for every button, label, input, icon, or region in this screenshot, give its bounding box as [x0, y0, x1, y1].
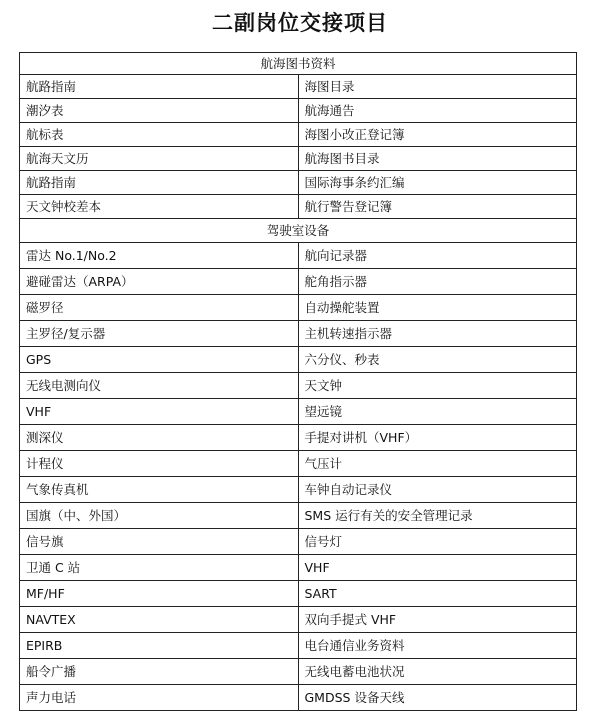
table-cell: 六分仪、秒表: [298, 347, 577, 373]
table-row: [20, 269, 577, 295]
table-cell: 信号灯: [298, 529, 577, 555]
section-header-row: [20, 53, 577, 75]
table-row: [20, 399, 577, 425]
table-cell: 航海图书目录: [298, 147, 577, 171]
table-row: [20, 147, 577, 171]
table-cell: 天文钟校差本: [20, 195, 299, 219]
table-row: [20, 347, 577, 373]
table-cell: 航海天文历: [20, 147, 299, 171]
handover-items-table: [19, 52, 577, 711]
table-cell: 声力电话: [20, 685, 299, 711]
table-row: [20, 607, 577, 633]
table-cell: 气压计: [298, 451, 577, 477]
table-cell: 雷达 No.1/No.2: [20, 243, 299, 269]
table-cell: 舵角指示器: [298, 269, 577, 295]
table-row: [20, 503, 577, 529]
table-cell: 海图小改正登记簿: [298, 123, 577, 147]
table-row: [20, 123, 577, 147]
table-row: [20, 373, 577, 399]
table-cell: 气象传真机: [20, 477, 299, 503]
table-cell: SMS 运行有关的安全管理记录: [298, 503, 577, 529]
section-header-row: [20, 219, 577, 243]
table-cell: VHF: [298, 555, 577, 581]
table-row: [20, 99, 577, 123]
table-cell: 双向手提式 VHF: [298, 607, 577, 633]
table-cell: MF/HF: [20, 581, 299, 607]
table-cell: 车钟自动记录仪: [298, 477, 577, 503]
table-row: [20, 295, 577, 321]
table-cell: 国际海事条约汇编: [298, 171, 577, 195]
table-cell: 主罗径/复示器: [20, 321, 299, 347]
table-cell: 避碰雷达（ARPA）: [20, 269, 299, 295]
table-cell: 望远镜: [298, 399, 577, 425]
table-cell: 磁罗径: [20, 295, 299, 321]
document-title: 二副岗位交接项目: [212, 11, 388, 35]
table-cell: 无线电测向仪: [20, 373, 299, 399]
table-cell: 船令广播: [20, 659, 299, 685]
table-cell: 潮汐表: [20, 99, 299, 123]
table-row: [20, 425, 577, 451]
table-cell: VHF: [20, 399, 299, 425]
table-cell: 国旗（中、外国）: [20, 503, 299, 529]
table-cell: 航海通告: [298, 99, 577, 123]
table-row: [20, 659, 577, 685]
table-row: [20, 171, 577, 195]
table-cell: 航路指南: [20, 171, 299, 195]
table-row: [20, 195, 577, 219]
table-cell: GMDSS 设备天线: [298, 685, 577, 711]
table-cell: 无线电蓄电池状况: [298, 659, 577, 685]
table-cell: 航标表: [20, 123, 299, 147]
table-cell: 主机转速指示器: [298, 321, 577, 347]
table-cell: 海图目录: [298, 75, 577, 99]
table-row: [20, 75, 577, 99]
table-cell: 信号旗: [20, 529, 299, 555]
table-cell: NAVTEX: [20, 607, 299, 633]
section-header: 驾驶室设备: [20, 219, 577, 243]
table-cell: 卫通 C 站: [20, 555, 299, 581]
table-cell: 电台通信业务资料: [298, 633, 577, 659]
table-cell: GPS: [20, 347, 299, 373]
table-cell: 测深仪: [20, 425, 299, 451]
table-cell: EPIRB: [20, 633, 299, 659]
table-row: [20, 555, 577, 581]
table-cell: SART: [298, 581, 577, 607]
table-row: [20, 477, 577, 503]
table-row: [20, 321, 577, 347]
table-row: [20, 451, 577, 477]
table-cell: 航向记录器: [298, 243, 577, 269]
table-row: [20, 529, 577, 555]
table-cell: 手提对讲机（VHF）: [298, 425, 577, 451]
table-row: [20, 633, 577, 659]
table-cell: 天文钟: [298, 373, 577, 399]
table-cell: 计程仪: [20, 451, 299, 477]
table-row: [20, 581, 577, 607]
table-row: [20, 243, 577, 269]
section-header: 航海图书资料: [20, 53, 577, 75]
table-cell: 航路指南: [20, 75, 299, 99]
table-cell: 航行警告登记簿: [298, 195, 577, 219]
table-cell: 自动操舵装置: [298, 295, 577, 321]
table-row: [20, 685, 577, 711]
